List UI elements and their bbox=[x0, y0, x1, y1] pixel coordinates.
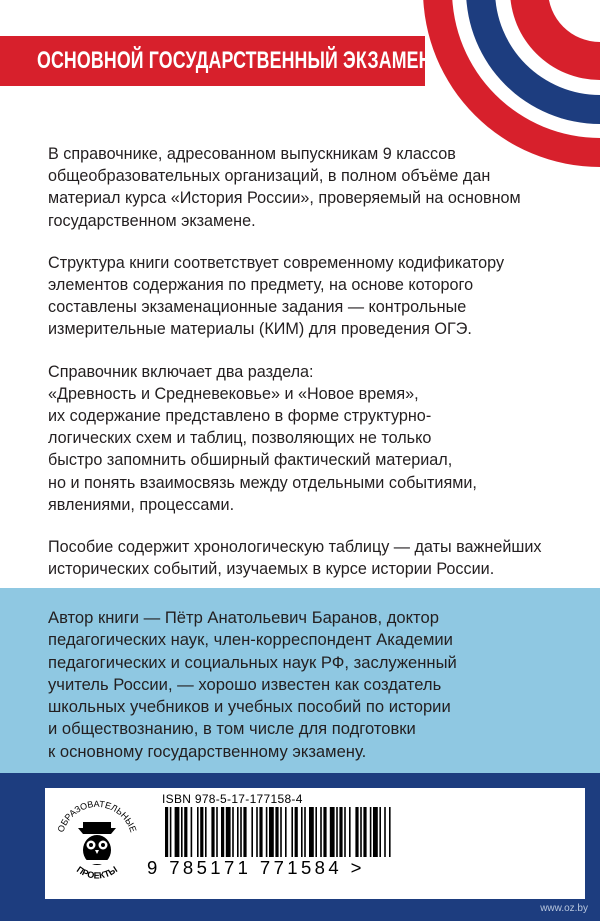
barcode-bar bbox=[360, 807, 362, 857]
logo-bottom-text: ПРОЕКТЫ bbox=[74, 864, 120, 881]
barcode-bar bbox=[200, 807, 203, 857]
watermark: www.oz.by bbox=[540, 903, 588, 914]
barcode-bar bbox=[344, 807, 346, 857]
barcode-digits: 9 785171 771584 > bbox=[147, 857, 365, 878]
barcode-bar bbox=[205, 807, 207, 857]
barcode-bar bbox=[291, 807, 293, 857]
owl-icon bbox=[78, 822, 116, 865]
barcode-bar bbox=[320, 807, 322, 857]
barcode-bar bbox=[237, 807, 239, 857]
barcode-bar bbox=[266, 807, 268, 857]
barcode-bar bbox=[170, 807, 172, 857]
barcode-bar bbox=[175, 807, 180, 857]
publisher-logo bbox=[52, 790, 142, 894]
barcode-bar bbox=[191, 807, 193, 857]
barcode-bar bbox=[363, 807, 366, 857]
isbn-label: ISBN 978-5-17-177158-4 bbox=[162, 792, 303, 806]
author-bio: Автор книги — Пётр Анатольевич Баранов, доктор педагогических наук, член-корреспондент Академии педагогических и социальных наук РФ, заслуженный учитель России, — хорошо известен как создатель школьных учебников и учебных пособий по истории и обществознанию, в том числе для подготовки к основному государственному экзамену. bbox=[48, 608, 457, 761]
barcode-bar bbox=[240, 807, 242, 857]
barcode-bar bbox=[226, 807, 231, 857]
barcode-bar bbox=[379, 807, 381, 857]
barcode-bar bbox=[304, 807, 306, 857]
barcode-bar bbox=[165, 807, 168, 857]
barcode-bar bbox=[389, 807, 391, 857]
barcode-bar bbox=[370, 807, 372, 857]
barcode-bar bbox=[339, 807, 342, 857]
barcode-bar bbox=[184, 807, 187, 857]
barcode-bar bbox=[373, 807, 378, 857]
barcode-bar bbox=[269, 807, 274, 857]
barcode-bar bbox=[181, 807, 183, 857]
barcode-bar bbox=[259, 807, 262, 857]
barcode-bar bbox=[197, 807, 199, 857]
barcode-bar bbox=[216, 807, 218, 857]
barcode-bar bbox=[295, 807, 298, 857]
barcode-bar bbox=[330, 807, 335, 857]
logo-top-text: ОБРАЗОВАТЕЛЬНЫЕ bbox=[55, 798, 139, 834]
barcode-bar bbox=[355, 807, 358, 857]
barcode-bar bbox=[243, 807, 246, 857]
barcode-bar bbox=[323, 807, 326, 857]
barcode-bar bbox=[309, 807, 314, 857]
barcode-bar bbox=[256, 807, 258, 857]
barcode-bar bbox=[315, 807, 317, 857]
description-paragraph: Справочник включает два раздела: «Древность и Средневековье» и «Новое время», их содержание представлено в форме структурно- логических схем и таблиц, позволяющих не только быстро запомнить обширный фактический материал, но и понять взаимосвязь между отдельными событиями, явлениями, процессами. bbox=[48, 362, 477, 514]
barcode-bar bbox=[285, 807, 287, 857]
header-title: ОСНОВНОЙ ГОСУДАРСТВЕННЫЙ ЭКЗАМЕН bbox=[37, 47, 432, 74]
barcode-bar bbox=[336, 807, 338, 857]
barcode-bar bbox=[301, 807, 303, 857]
description-paragraph: Структура книги соответствует современному кодификатору элементов содержания по предмету, на основе которого составлены экзаменационные задания — контрольные измерительные материалы (КИМ) для проведения ОГЭ. bbox=[48, 253, 505, 339]
barcode-bar bbox=[232, 807, 234, 857]
barcode-bar bbox=[280, 807, 282, 857]
barcode-bar bbox=[251, 807, 253, 857]
barcode-bar bbox=[221, 807, 224, 857]
description-paragraph: Пособие содержит хронологическую таблицу — даты важнейших исторических событий, изучаемых в курсе истории России. bbox=[48, 538, 542, 579]
description-paragraph: В справочнике, адресованном выпускникам 9 классов общеобразовательных организаций, в полном объёме дан материал курса «История России», проверяемый на основном государственном экзамене. bbox=[48, 145, 521, 230]
description bbox=[48, 143, 568, 600]
barcode-bar bbox=[275, 807, 278, 857]
barcode-bar bbox=[211, 807, 214, 857]
barcode-bar bbox=[384, 807, 386, 857]
barcode-bar bbox=[349, 807, 351, 857]
